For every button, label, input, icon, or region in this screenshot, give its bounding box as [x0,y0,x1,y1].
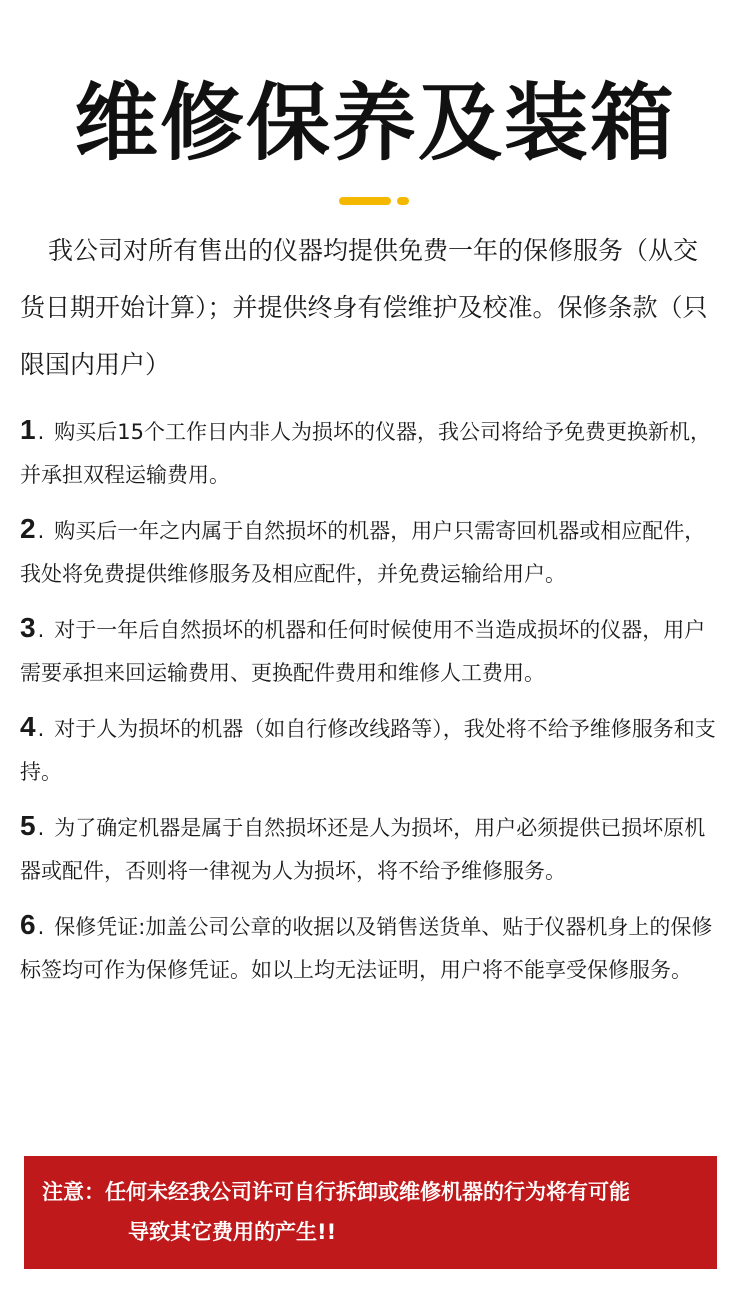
clause-5: 5. 为了确定机器是属于自然损坏还是人为损坏，用户必须提供已损坏原机器或配件，否则将一律视为人为损坏，将不给予维修服务。 [20,810,706,883]
title-accent-bar [339,197,391,205]
clause-4: 4. 对于人为损坏的机器（如自行修改线路等），我处将不给予维修服务和支持。 [20,711,716,784]
intro-paragraph: 我公司对所有售出的仪器均提供免费一年的保修服务（从交货日期开始计算）；并提供终身有偿维护及校准。保修条款（只限国内用户） [20,236,708,379]
clause-2: 2. 购买后一年之内属于自然损坏的机器，用户只需寄回机器或相应配件，我处将免费提供维修服务及相应配件，并免费运输给用户。 [20,513,706,586]
clause-text: 购买后15个工作日内非人为损坏的仪器，我公司将给予免费更换新机，并承担双程运输费用。 [20,420,711,487]
clause-number: 1 [20,414,36,445]
clause-number: 2 [20,513,36,544]
notice-line-2: 导致其它费用的产生!! [128,1220,337,1244]
title-accent-dot [397,197,409,205]
clause-1: 1. 购买后15个工作日内非人为损坏的仪器，我公司将给予免费更换新机，并承担双程运输费用。 [20,414,711,487]
clause-number: 3 [20,612,36,643]
clause-number: 6 [20,909,36,940]
clause-text: 购买后一年之内属于自然损坏的机器，用户只需寄回机器或相应配件，我处将免费提供维修服务及相应配件，并免费运输给用户。 [20,519,706,586]
notice-line-1: 注意：任何未经我公司许可自行拆卸或维修机器的行为将有可能 [42,1180,630,1204]
clause-text: 对于人为损坏的机器（如自行修改线路等），我处将不给予维修服务和支持。 [20,717,716,784]
clause-number: 4 [20,711,36,742]
clause-6: 6. 保修凭证:加盖公司公章的收据以及销售送货单、贴于仪器机身上的保修标签均可作为保修凭证。如以上均无法证明，用户将不能享受保修服务。 [20,909,713,982]
warranty-clauses [20,408,718,1002]
clause-number: 5 [20,810,36,841]
clause-text: 为了确定机器是属于自然损坏还是人为损坏，用户必须提供已损坏原机器或配件，否则将一律视为人为损坏，将不给予维修服务。 [20,816,706,883]
notice-banner [24,1156,717,1269]
clause-text: 保修凭证:加盖公司公章的收据以及销售送货单、贴于仪器机身上的保修标签均可作为保修凭证。如以上均无法证明，用户将不能享受保修服务。 [20,915,713,982]
page-title: 维修保养及装箱 [73,74,676,172]
clause-3: 3. 对于一年后自然损坏的机器和任何时候使用不当造成损坏的仪器，用户需要承担来回运输费用、更换配件费用和维修人工费用。 [20,612,706,685]
clause-text: 对于一年后自然损坏的机器和任何时候使用不当造成损坏的仪器，用户需要承担来回运输费用、更换配件费用和维修人工费用。 [20,618,706,685]
